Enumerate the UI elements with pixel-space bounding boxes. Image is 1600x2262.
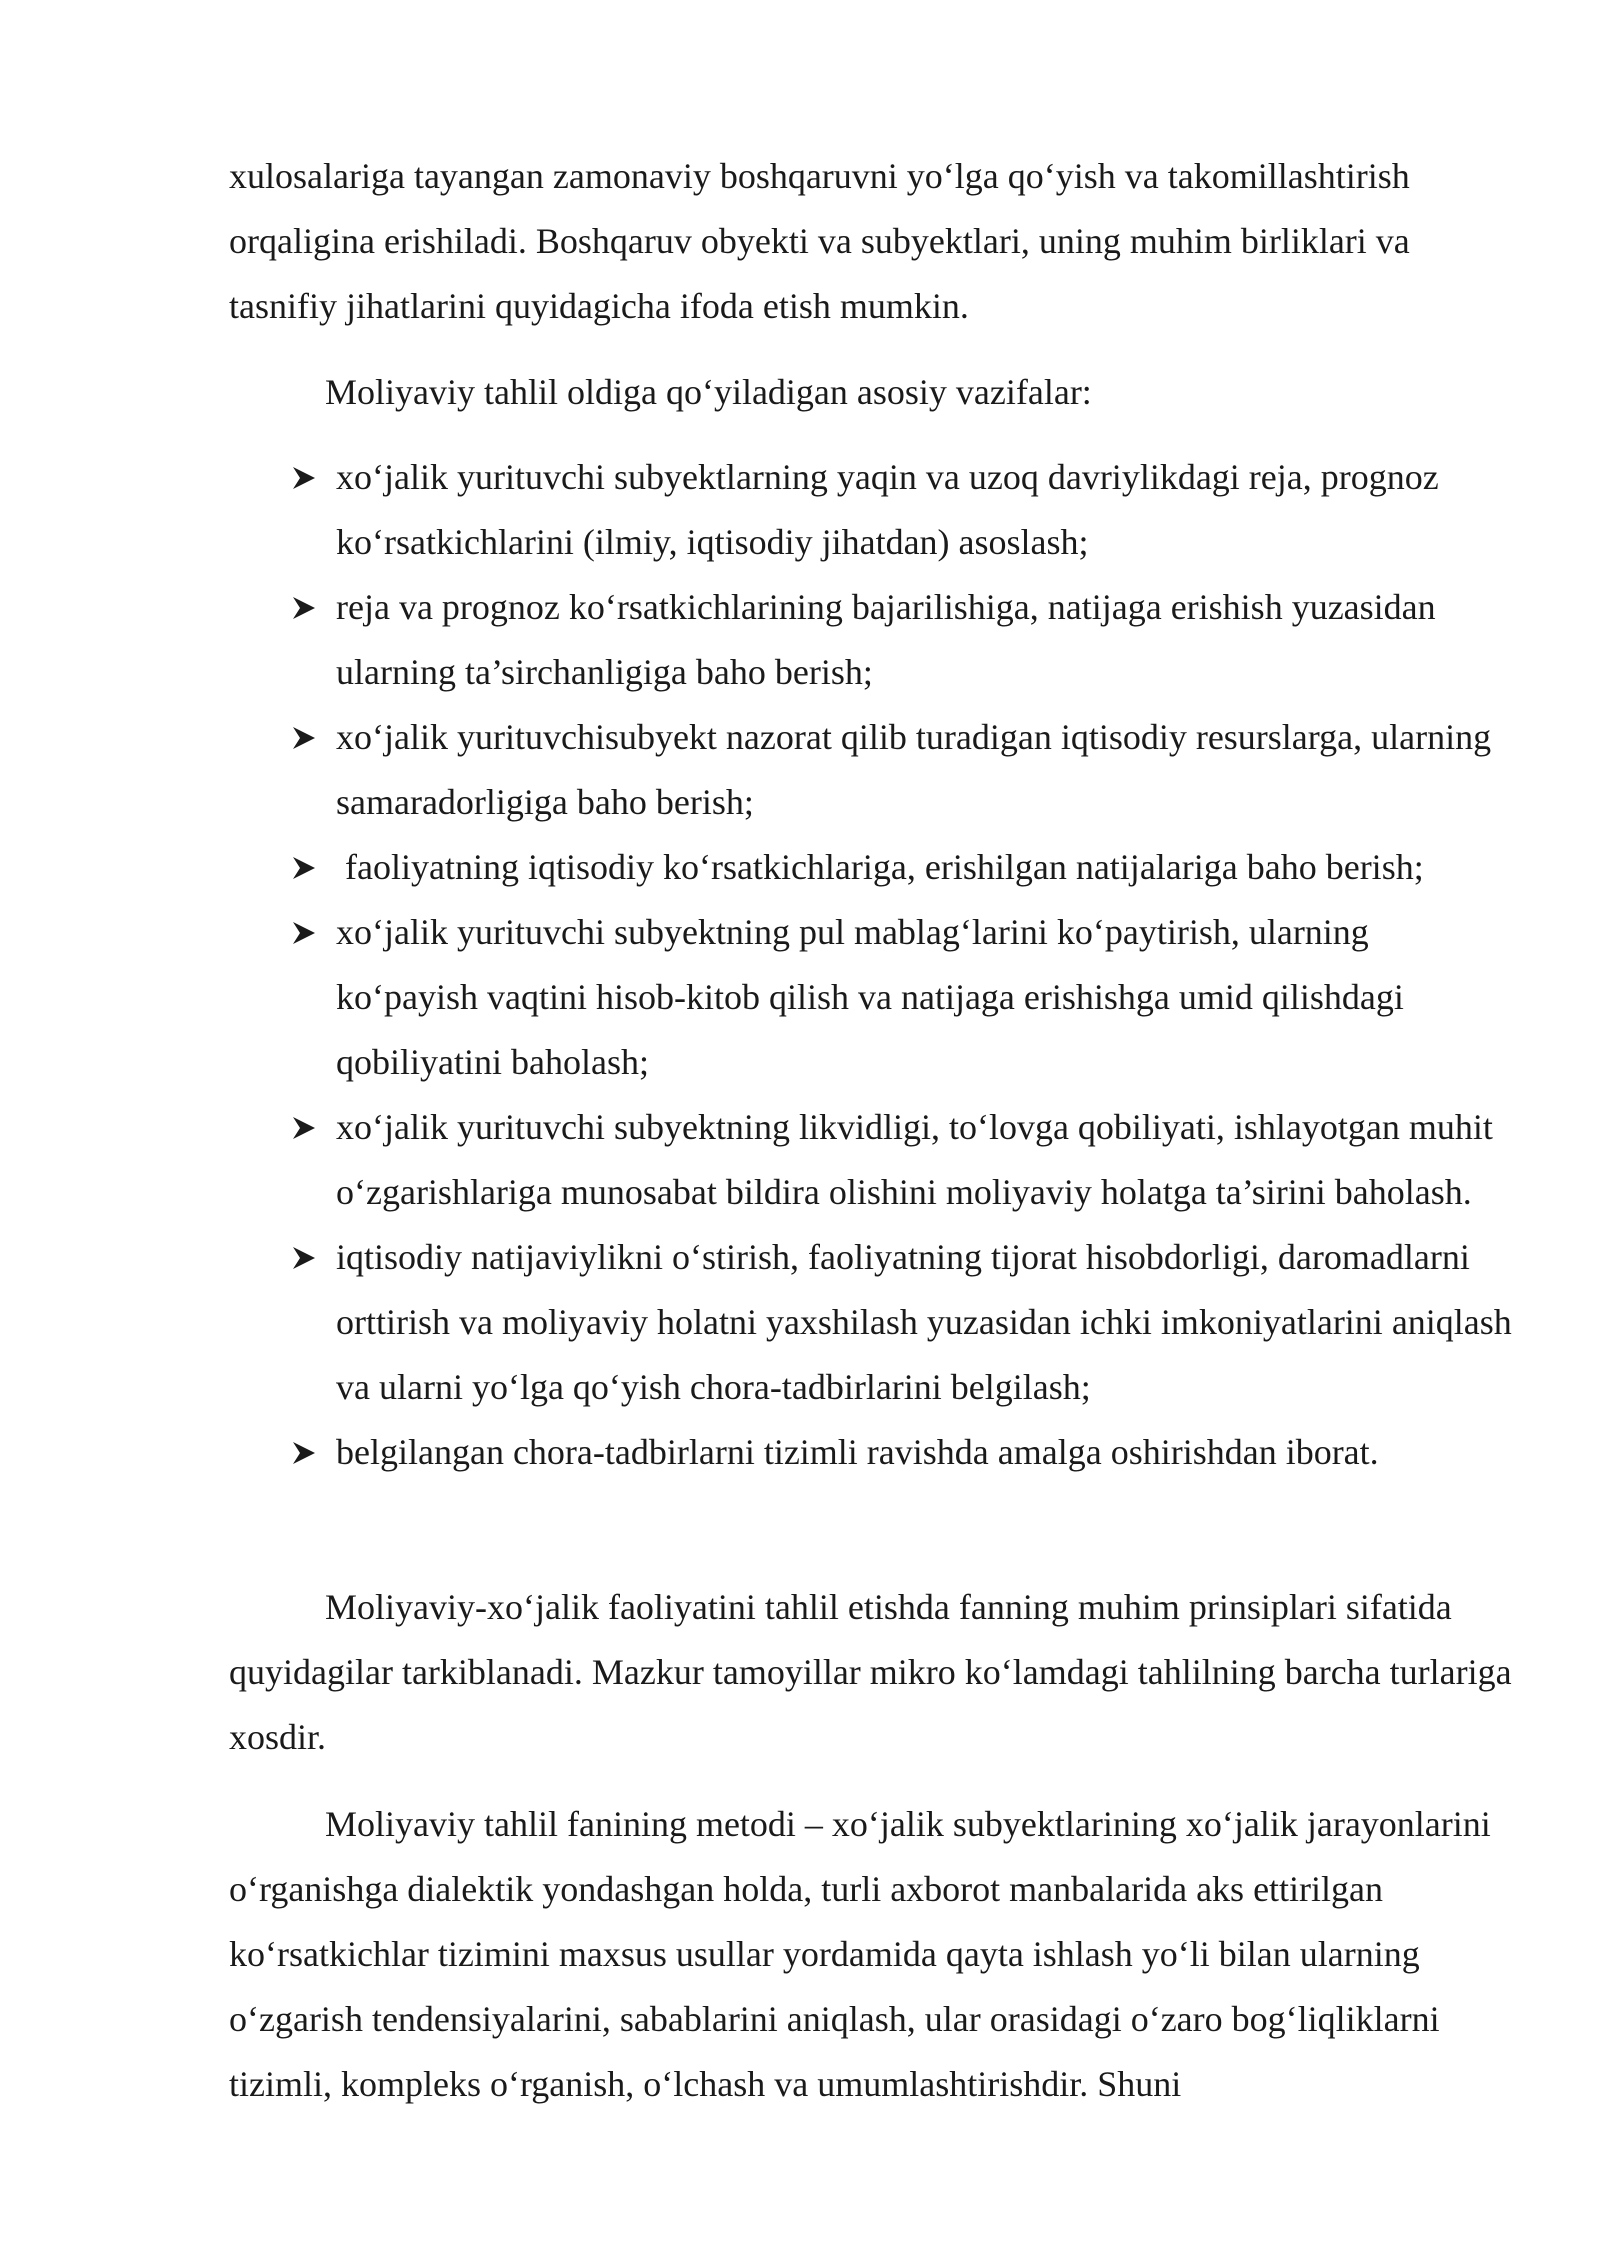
list-item [229,1095,1519,1225]
tasks-heading: Moliyaviy tahlil oldiga qo‘yiladigan asosiy vazifalar: [325,372,1092,412]
tasks-heading-block [229,360,1519,425]
intro-paragraph: xulosalariga tayangan zamonaviy boshqaruvni yo‘lga qo‘yish va takomillashtirish orqaligina erishiladi. Boshqaruv obyekti va subyektlari, uning muhim birliklari va tasnifiy jihatlarini quyidagicha ifoda etish mumkin. [229,156,1410,326]
list-item [229,900,1519,1095]
list-item-text: xo‘jalik yurituvchi subyektning pul mablag‘larini ko‘paytirish, ularning ko‘payish vaqtini hisob-kitob qilish va natijaga erishishga umid qilishdagi qobiliyatini baholash; [336,912,1404,1082]
arrowhead-bullet-icon [291,1095,327,1160]
list-item [229,705,1519,835]
arrowhead-bullet-icon [291,705,327,770]
arrowhead-bullet-icon [291,575,327,640]
list-item-text: faoliyatning iqtisodiy ko‘rsatkichlariga, erishilgan natijalariga baho berish; [336,847,1424,887]
list-item [229,1420,1519,1485]
arrowhead-bullet-icon [291,835,327,900]
principles-paragraph: Moliyaviy-xo‘jalik faoliyatini tahlil etishda fanning muhim prinsiplari sifatida quyidagilar tarkiblanadi. Mazkur tamoyillar mikro ko‘lamdagi tahlilning barcha turlariga xosdir. [229,1587,1512,1757]
list-item-text: belgilangan chora-tadbirlarni tizimli ravishda amalga oshirishdan iborat. [336,1432,1379,1472]
arrowhead-bullet-icon [291,445,327,510]
list-item [229,575,1519,705]
arrowhead-bullet-icon [291,1225,327,1290]
list-item-text: xo‘jalik yurituvchi subyektlarning yaqin va uzoq davriylikdagi reja, prognoz ko‘rsatkichlarini (ilmiy, iqtisodiy jihatdan) asoslash; [336,457,1439,562]
list-item [229,1225,1519,1420]
list-item [229,445,1519,575]
intro-paragraph-block [229,144,1519,339]
principles-paragraph-block [229,1575,1519,1770]
list-item-text: xo‘jalik yurituvchi subyektning likvidligi, to‘lovga qobiliyati, ishlayotgan muhit o‘zgarishlariga munosabat bildira olishini moliyaviy holatga ta’sirini baholash. [336,1107,1493,1212]
arrowhead-bullet-icon [291,1420,327,1485]
method-paragraph-block [229,1792,1519,2117]
tasks-list [229,445,1519,1485]
arrowhead-bullet-icon [291,900,327,965]
list-item [229,835,1519,900]
list-item-text: iqtisodiy natijaviylikni o‘stirish, faoliyatning tijorat hisobdorligi, daromadlarni orttirish va moliyaviy holatni yaxshilash yuzasidan ichki imkoniyatlarini aniqlash va ularni yo‘lga qo‘yish chora-tadbirlarini belgilash; [336,1237,1512,1407]
method-paragraph: Moliyaviy tahlil fanining metodi – xo‘jalik subyektlarining xo‘jalik jarayonlarini o‘rganishga dialektik yondashgan holda, turli axborot manbalarida aks ettirilgan ko‘rsatkichlar tizimini maxsus usullar yordamida qayta ishlash yo‘li bilan ularning o‘zgarish tendensiyalarini, sabablarini aniqlash, ular orasidagi o‘zaro bog‘liqliklarni tizimli, kompleks o‘rganish, o‘lchash va umumlashtirishdir. Shuni [229,1804,1491,2104]
list-item-text: reja va prognoz ko‘rsatkichlarining bajarilishiga, natijaga erishish yuzasidan ularning ta’sirchanligiga baho berish; [336,587,1436,692]
list-item-text: xo‘jalik yurituvchisubyekt nazorat qilib turadigan iqtisodiy resurslarga, ularning samaradorligiga baho berish; [336,717,1492,822]
